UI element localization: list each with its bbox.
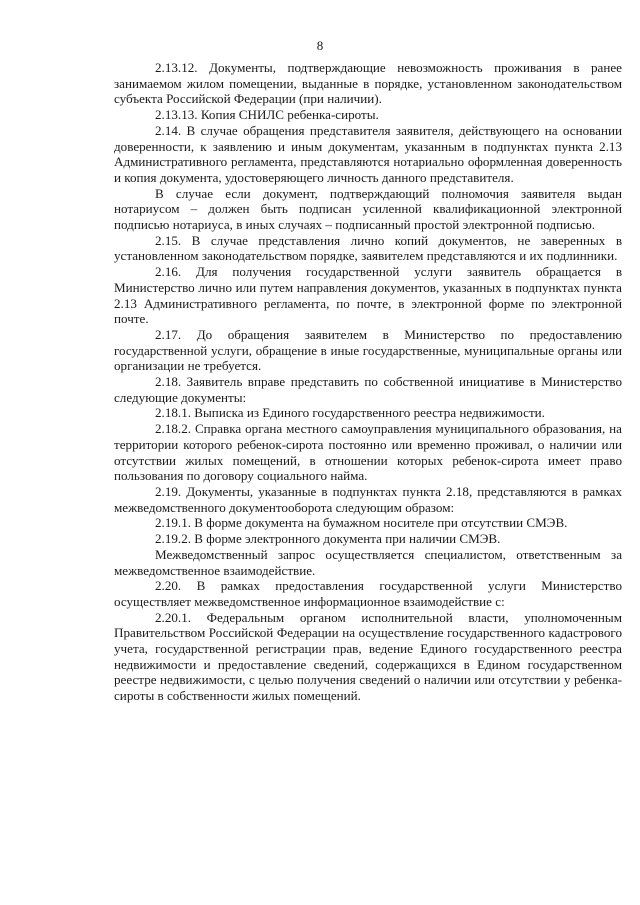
paragraph-2-20: 2.20. В рамках предоставления государственной услуги Министерство осуществляет межведомственное информационное взаимодействие с: bbox=[114, 578, 622, 609]
page-number: 8 bbox=[316, 38, 324, 53]
paragraph-2-18-2: 2.18.2. Справка органа местного самоуправления муниципального образования, на территории которого ребенок-сирота постоянно или временно проживал, о наличии или отсутствии жилых помещений, в отношении которых ребенок-сирота имеет право пользования по договору социального найма. bbox=[114, 421, 622, 484]
paragraph-2-15: 2.15. В случае представления лично копий документов, не заверенных в установленном законодательством порядке, заявителем представляются и их подлинники. bbox=[114, 232, 622, 264]
paragraph-2-18-1: 2.18.1. Выписка из Единого государственного реестра недвижимости. bbox=[155, 405, 545, 421]
paragraph-2-19: 2.19. Документы, указанные в подпунктах пункта 2.18, представляются в рамках межведомственного документооборота следующим образом: bbox=[114, 483, 622, 515]
paragraph-2-13-12: 2.13.12. Документы, подтверждающие невозможность проживания в ранее занимаемом жилом помещении, выданные в порядке, установленном законодательством субъекта Российской Федерации (при наличии). bbox=[114, 60, 622, 107]
paragraph-2-20-1: 2.20.1. Федеральным органом исполнительной власти, уполномоченным Правительством Российской Федерации на осуществление государственного кадастрового учета, государственной регистрации прав, ведение Единого государственного реестра недвижимости и предоставление сведений, содержащихся в Едином государственном реестре недвижимости, с целью получения сведений о наличии или отсутствии у ребенка-сироты в собственности жилых помещений. bbox=[114, 609, 622, 704]
paragraph-2-18: 2.18. Заявитель вправе представить по собственной инициативе в Министерство следующие документы: bbox=[114, 374, 622, 405]
paragraph-2-13-13: 2.13.13. Копия СНИЛС ребенка-сироты. bbox=[155, 107, 379, 123]
paragraph-2-19-2: 2.19.2. В форме электронного документа при наличии СМЭВ. bbox=[155, 531, 501, 547]
document-body bbox=[114, 60, 622, 704]
paragraph-2-17: 2.17. До обращения заявителем в Министерство по предоставлению государственной услуги, обращение в иные государственные, муниципальные органы или организации не требуется. bbox=[114, 326, 622, 374]
paragraph-2-16: 2.16. Для получения государственной услуги заявитель обращается в Министерство лично или путем направления документов, указанных в подпунктах пункта 2.13 Административного регламента, по почте, в электронной форме по электронной почте. bbox=[114, 264, 622, 327]
paragraph-2-19-1: 2.19.1. В форме документа на бумажном носителе при отсутствии СМЭВ. bbox=[155, 515, 568, 531]
paragraph-2-14: 2.14. В случае обращения представителя заявителя, действующего на основании доверенности, к заявлению и иным документам, указанным в подпунктах пункта 2.13 Административного регламента, представляются нотариально оформленная доверенность и копия документа, удостоверяющего личность данного представителя. bbox=[114, 122, 622, 185]
paragraph-interagency-request: Межведомственный запрос осуществляется специалистом, ответственным за межведомственное взаимодействие. bbox=[114, 546, 622, 578]
paragraph-notary-signature: В случае если документ, подтверждающий полномочия заявителя выдан нотариусом – должен быть подписан усиленной квалификационной электронной подписью нотариуса, в иных случаях – подписанный простой электронной подписью. bbox=[114, 185, 622, 233]
